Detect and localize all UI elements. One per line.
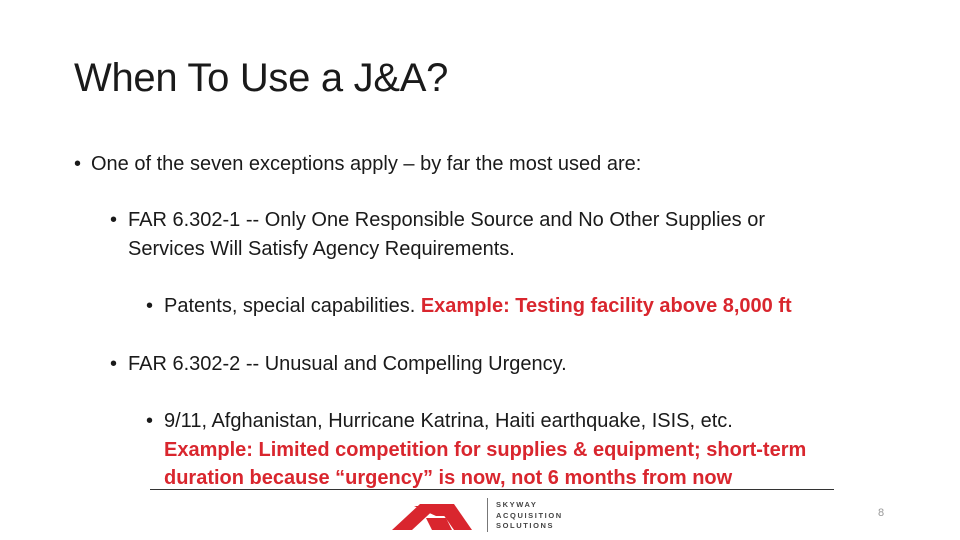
- example-testing-facility: Example: Testing facility above 8,000 ft: [420, 295, 792, 317]
- logo-line-3: SOLUTIONS: [496, 521, 555, 530]
- bullet-far-6-302-2: FAR 6.302-2 -- Unusual and Compelling Urgency.: [128, 353, 567, 375]
- bullet-dot: •: [146, 295, 154, 317]
- example-limited-competition-line1: Example: Limited competition for supplies & equipment; short-term: [164, 439, 807, 461]
- bullet-patents: [164, 292, 792, 321]
- logo-line-1: SKYWAY: [496, 500, 538, 509]
- bullet-far-6-302-1-line1: FAR 6.302-1 -- Only One Responsible Source and No Other Supplies or: [128, 209, 765, 231]
- example-limited-competition-line2: duration because “urgency” is now, not 6 months from now: [164, 467, 733, 489]
- logo-divider: [487, 498, 488, 532]
- bullet-urgency-events: 9/11, Afghanistan, Hurricane Katrina, Haiti earthquake, ISIS, etc.: [164, 410, 733, 432]
- page-number: 8: [878, 507, 885, 519]
- logo-line-2: ACQUISITION: [496, 510, 563, 520]
- bullet-dot: •: [74, 153, 82, 175]
- patents-text: Patents, special capabilities.: [164, 295, 421, 317]
- slide-title: When To Use a J&A?: [74, 56, 449, 100]
- example-underline: [150, 489, 834, 490]
- logo-wordmark: [496, 500, 563, 532]
- bullet-exceptions: One of the seven exceptions apply – by far the most used are:: [91, 153, 642, 175]
- bullet-far-6-302-1-line2: Services Will Satisfy Agency Requirements.: [128, 238, 515, 260]
- bullet-dot: •: [110, 209, 118, 231]
- bullet-dot: •: [110, 353, 118, 375]
- bullet-dot: •: [146, 410, 154, 432]
